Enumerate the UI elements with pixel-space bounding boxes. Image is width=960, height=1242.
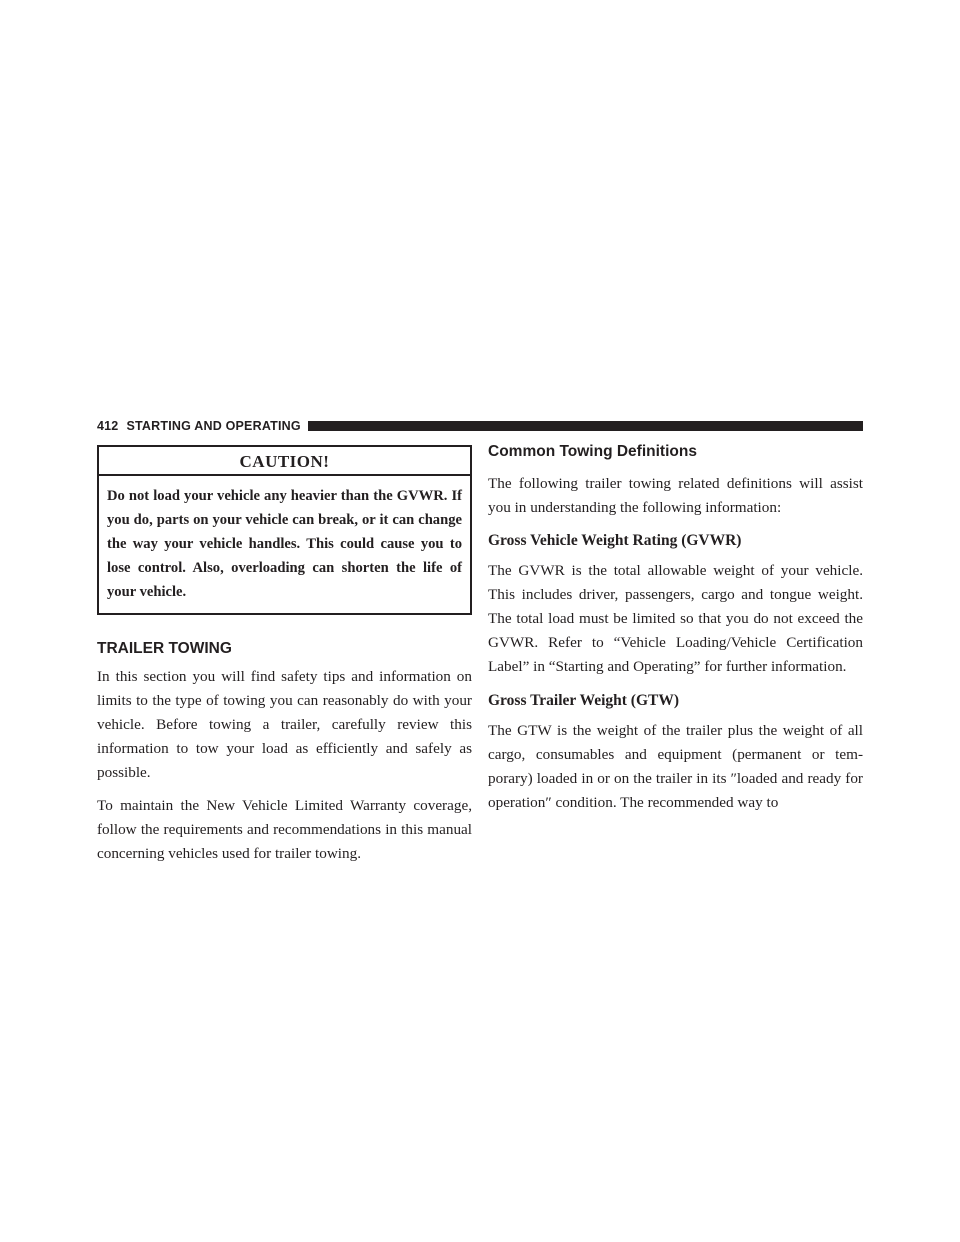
left-column bbox=[97, 445, 472, 866]
section-title: STARTING AND OPERATING bbox=[126, 419, 301, 433]
caution-box bbox=[97, 445, 472, 615]
common-definitions-heading: Common Towing Definitions bbox=[488, 443, 697, 460]
trailer-towing-paragraph: To maintain the New Vehicle Limited Warranty coverage, follow the requirements and recommendations in this manual concerning vehicles used for trailer towing. bbox=[97, 797, 472, 862]
definitions-intro: The following trailer towing related definitions will assist you in understanding the following information: bbox=[488, 475, 863, 516]
trailer-towing-paragraph: In this section you will find safety tips and information on limits to the type of towing you can reasonably do with your vehicle. Before towing a trailer, carefully review this information to tow your load as efficiently and safely as possible. bbox=[97, 668, 472, 781]
gtw-heading: Gross Trailer Weight (GTW) bbox=[488, 692, 680, 709]
gvwr-heading: Gross Vehicle Weight Rating (GVWR) bbox=[488, 532, 742, 549]
header-rule bbox=[308, 421, 863, 431]
right-column bbox=[488, 440, 863, 815]
caution-title: CAUTION! bbox=[99, 447, 470, 476]
page-header bbox=[97, 419, 863, 433]
caution-text: Do not load your vehicle any heavier than the GVWR. If you do, parts on your vehicle can break, or it can change the way your vehicle handles. This could cause you to lose control. Also, overloading can shorten the life of your vehicle. bbox=[107, 488, 462, 600]
page-number: 412 bbox=[97, 419, 119, 433]
trailer-towing-heading: TRAILER TOWING bbox=[97, 640, 232, 657]
gvwr-paragraph: The GVWR is the total allowable weight of your vehicle. This includes driver, passengers, cargo and tongue weight. The total load must be limited so that you do not exceed the GVWR. Refer to “Vehicle Loading/Vehicle Certification Label” in “Starting and Operating” for further information. bbox=[488, 562, 863, 675]
gtw-paragraph: The GTW is the weight of the trailer plus the weight of all cargo, consumables and equipment (permanent or tem-porary) loaded in or on the trailer in its ″loaded and ready for operation″ condition. The recommended way to bbox=[488, 722, 863, 811]
